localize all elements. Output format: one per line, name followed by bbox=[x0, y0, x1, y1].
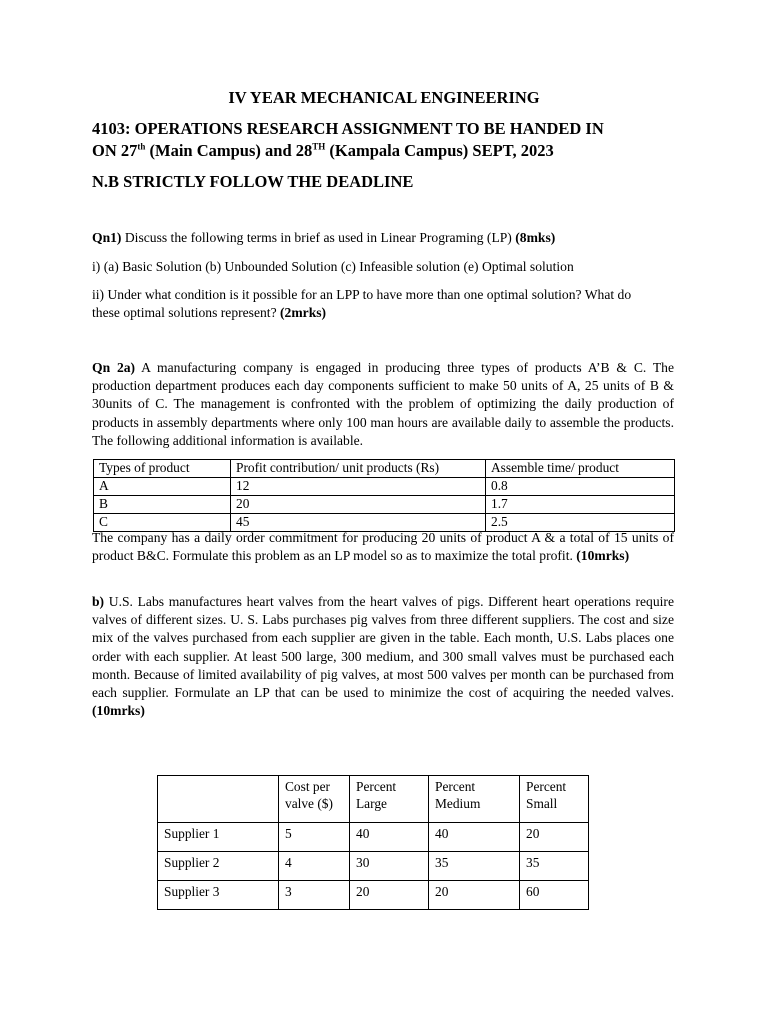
q2a-label: Qn 2a) bbox=[92, 360, 136, 375]
table-row bbox=[158, 881, 589, 910]
supplier-table bbox=[157, 775, 589, 910]
deadline-note: N.B STRICTLY FOLLOW THE DEADLINE bbox=[92, 172, 414, 191]
table-cell: A bbox=[94, 478, 231, 496]
header-cell: Percent Medium bbox=[429, 776, 520, 823]
q1-prompt: Qn1) Discuss the following terms in brief as used in Linear Programing (LP) (8mks) bbox=[92, 230, 556, 245]
header-cell: Cost per valve ($) bbox=[279, 776, 350, 823]
assignment-title-line2: ON 27th (Main Campus) and 28TH (Kampala Campus) SEPT, 2023 bbox=[92, 141, 554, 160]
q2a-followup: The company has a daily order commitment for producing 20 units of product A & a total of 15 units of product B&C. Formulate this problem as an LP model so as to maximize the total profit. (10mrks) bbox=[92, 530, 674, 564]
q1-label: Qn1) bbox=[92, 230, 122, 245]
table-cell: 20 bbox=[429, 881, 520, 910]
q1-part-ii-marks: (2mrks) bbox=[280, 305, 327, 321]
table-cell: Supplier 2 bbox=[158, 852, 279, 881]
header-cell: Assemble time/ product bbox=[486, 460, 675, 478]
table-row bbox=[158, 852, 589, 881]
product-table bbox=[93, 459, 675, 532]
supplier-table-header bbox=[158, 776, 589, 823]
table-cell: B bbox=[94, 496, 231, 514]
q1-marks: (8mks) bbox=[515, 230, 556, 245]
table-cell: 1.7 bbox=[486, 496, 675, 514]
table-cell: Supplier 3 bbox=[158, 881, 279, 910]
table-cell: 40 bbox=[350, 823, 429, 852]
q1-part-ii: ii) Under what condition is it possible for an LPP to have more than one optimal solution? What do these optimal solutions represent? (2mrks) bbox=[92, 287, 632, 321]
table-row bbox=[94, 478, 675, 496]
q2b-label: b) bbox=[92, 594, 105, 609]
table-cell: 45 bbox=[231, 514, 486, 532]
table-cell: 3 bbox=[279, 881, 350, 910]
table-cell: 2.5 bbox=[486, 514, 675, 532]
header-cell: Profit contribution/ unit products (Rs) bbox=[231, 460, 486, 478]
table-row bbox=[158, 823, 589, 852]
table-cell: 35 bbox=[429, 852, 520, 881]
table-cell: 30 bbox=[350, 852, 429, 881]
table-cell: 0.8 bbox=[486, 478, 675, 496]
table-cell: 5 bbox=[279, 823, 350, 852]
q2b-marks: (10mrks) bbox=[92, 703, 145, 719]
assignment-title bbox=[92, 118, 692, 162]
q1-part-i: i) (a) Basic Solution (b) Unbounded Solution (c) Infeasible solution (e) Optimal solution bbox=[92, 259, 574, 274]
table-row bbox=[94, 496, 675, 514]
table-cell: 40 bbox=[429, 823, 520, 852]
table-cell: C bbox=[94, 514, 231, 532]
table-cell: 35 bbox=[520, 852, 589, 881]
header-cell: Percent Small bbox=[520, 776, 589, 823]
table-cell: Supplier 1 bbox=[158, 823, 279, 852]
table-cell: 20 bbox=[350, 881, 429, 910]
table-cell: 12 bbox=[231, 478, 486, 496]
table-cell: 60 bbox=[520, 881, 589, 910]
assignment-title-line1: 4103: OPERATIONS RESEARCH ASSIGNMENT TO BE HANDED IN bbox=[92, 119, 604, 138]
table-cell: 4 bbox=[279, 852, 350, 881]
q2b-prompt: b) U.S. Labs manufactures heart valves from the heart valves of pigs. Different heart operations require valves of different sizes. U. S. Labs purchases pig valves from three different suppliers. The cost and size mix of the valves purchased from each supplier are given in the table. Each month, U.S. Labs places one order with each supplier. At least 500 large, 300 medium, and 300 small valves must be purchased each month. Because of limited availability of pig valves, at most 500 valves per month can be purchased from each supplier. Formulate an LP that can be used to minimize the cost of acquiring the needed valves. (10mrks) bbox=[92, 594, 674, 719]
product-table-header bbox=[94, 460, 675, 478]
table-cell: 20 bbox=[231, 496, 486, 514]
header-cell bbox=[158, 776, 279, 823]
q2a-marks: (10mrks) bbox=[576, 548, 630, 564]
course-heading: IV YEAR MECHANICAL ENGINEERING bbox=[228, 88, 540, 107]
header-cell: Types of product bbox=[94, 460, 231, 478]
header-cell: Percent Large bbox=[350, 776, 429, 823]
table-cell: 20 bbox=[520, 823, 589, 852]
q2a-prompt: Qn 2a) A manufacturing company is engaged in producing three types of products A’B & C. The production department produces each day components sufficient to make 50 units of A, 25 units of B & 30units of C. The management is confronted with the problem of optimizing the daily production of products in assembly departments where only 100 man hours are available daily to assemble the products. The following additional information is available. bbox=[92, 360, 675, 448]
